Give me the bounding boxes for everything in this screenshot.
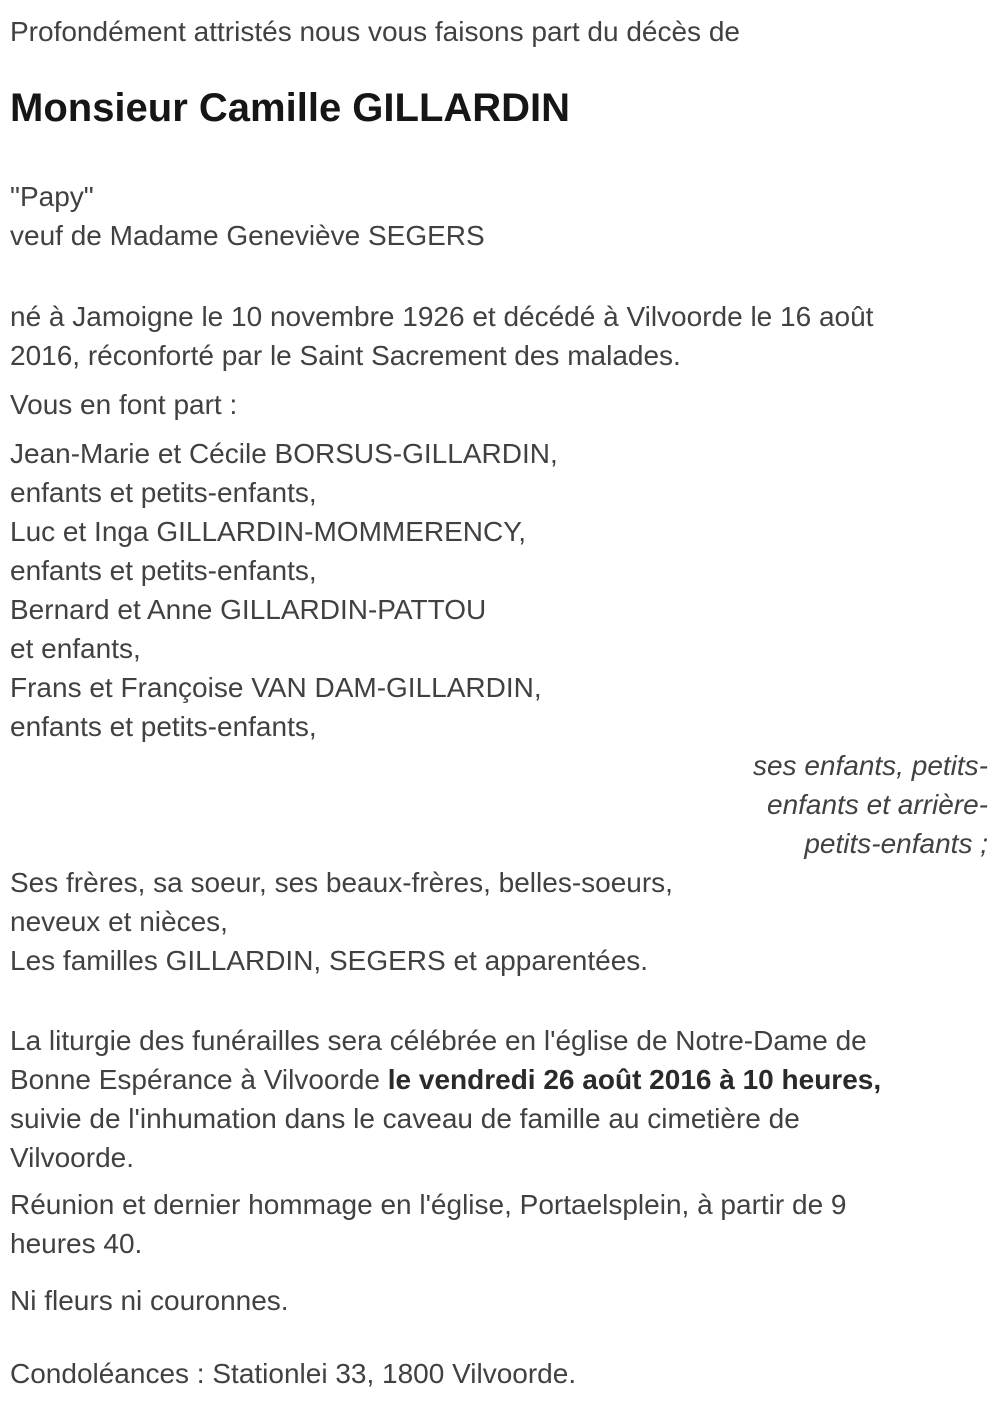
family-line: Jean-Marie et Cécile BORSUS-GILLARDIN, [10,438,558,469]
family-line: Frans et Françoise VAN DAM-GILLARDIN, [10,672,542,703]
relatives-line: Les familles GILLARDIN, SEGERS et apparentées. [10,945,649,976]
gathering-paragraph: Réunion et dernier hommage en l'église, Portaelsplein, à partir de 9 heures 40. [10,1189,847,1259]
intro-line: Profondément attristés nous vous faisons part du décès de [10,16,740,47]
condolences-line: Condoléances : Stationlei 33, 1800 Vilvoorde. [10,1358,577,1389]
family-line: et enfants, [10,633,141,664]
family-line: enfants et petits-enfants, [10,711,317,742]
funeral-date-bold: le vendredi 26 août 2016 à 10 heures, [387,1064,882,1095]
family-line: enfants et petits-enfants, [10,477,317,508]
nickname: "Papy" [10,181,94,212]
funeral-paragraph [10,1021,910,1177]
descendants-line: enfants et arrière- [767,789,988,820]
descendants-line: ses enfants, petits- [752,750,988,781]
descendants-line: petits-enfants ; [804,828,988,859]
relatives-line: neveux et nièces, [10,906,228,937]
family-list [10,434,988,746]
family-line: Luc et Inga GILLARDIN-MOMMERENCY, [10,516,527,547]
family-line: enfants et petits-enfants, [10,555,317,586]
announcers-intro: Vous en font part : [10,389,238,420]
relatives-list [10,863,988,980]
relatives-line: Ses frères, sa soeur, ses beaux-frères, belles-soeurs, [10,867,673,898]
funeral-intro-text: La liturgie des funérailles sera célébrée en l'église de Notre-Dame de Bonne Espérance à Vilvoorde [10,1025,867,1095]
family-line: Bernard et Anne GILLARDIN-PATTOU [10,594,487,625]
birth-death-line: né à Jamoigne le 10 novembre 1926 et décédé à Vilvoorde le 16 août 2016, réconforté par le Saint Sacrement des malades. [10,301,874,371]
nickname-block [10,177,988,255]
widower-line: veuf de Madame Geneviève SEGERS [10,220,485,251]
descendants-note [10,746,988,863]
no-flowers-note: Ni fleurs ni couronnes. [10,1285,289,1316]
deceased-name-title: Monsieur Camille GILLARDIN [10,86,571,130]
funeral-outro-text: suivie de l'inhumation dans le caveau de famille au cimetière de Vilvoorde. [10,1103,800,1173]
